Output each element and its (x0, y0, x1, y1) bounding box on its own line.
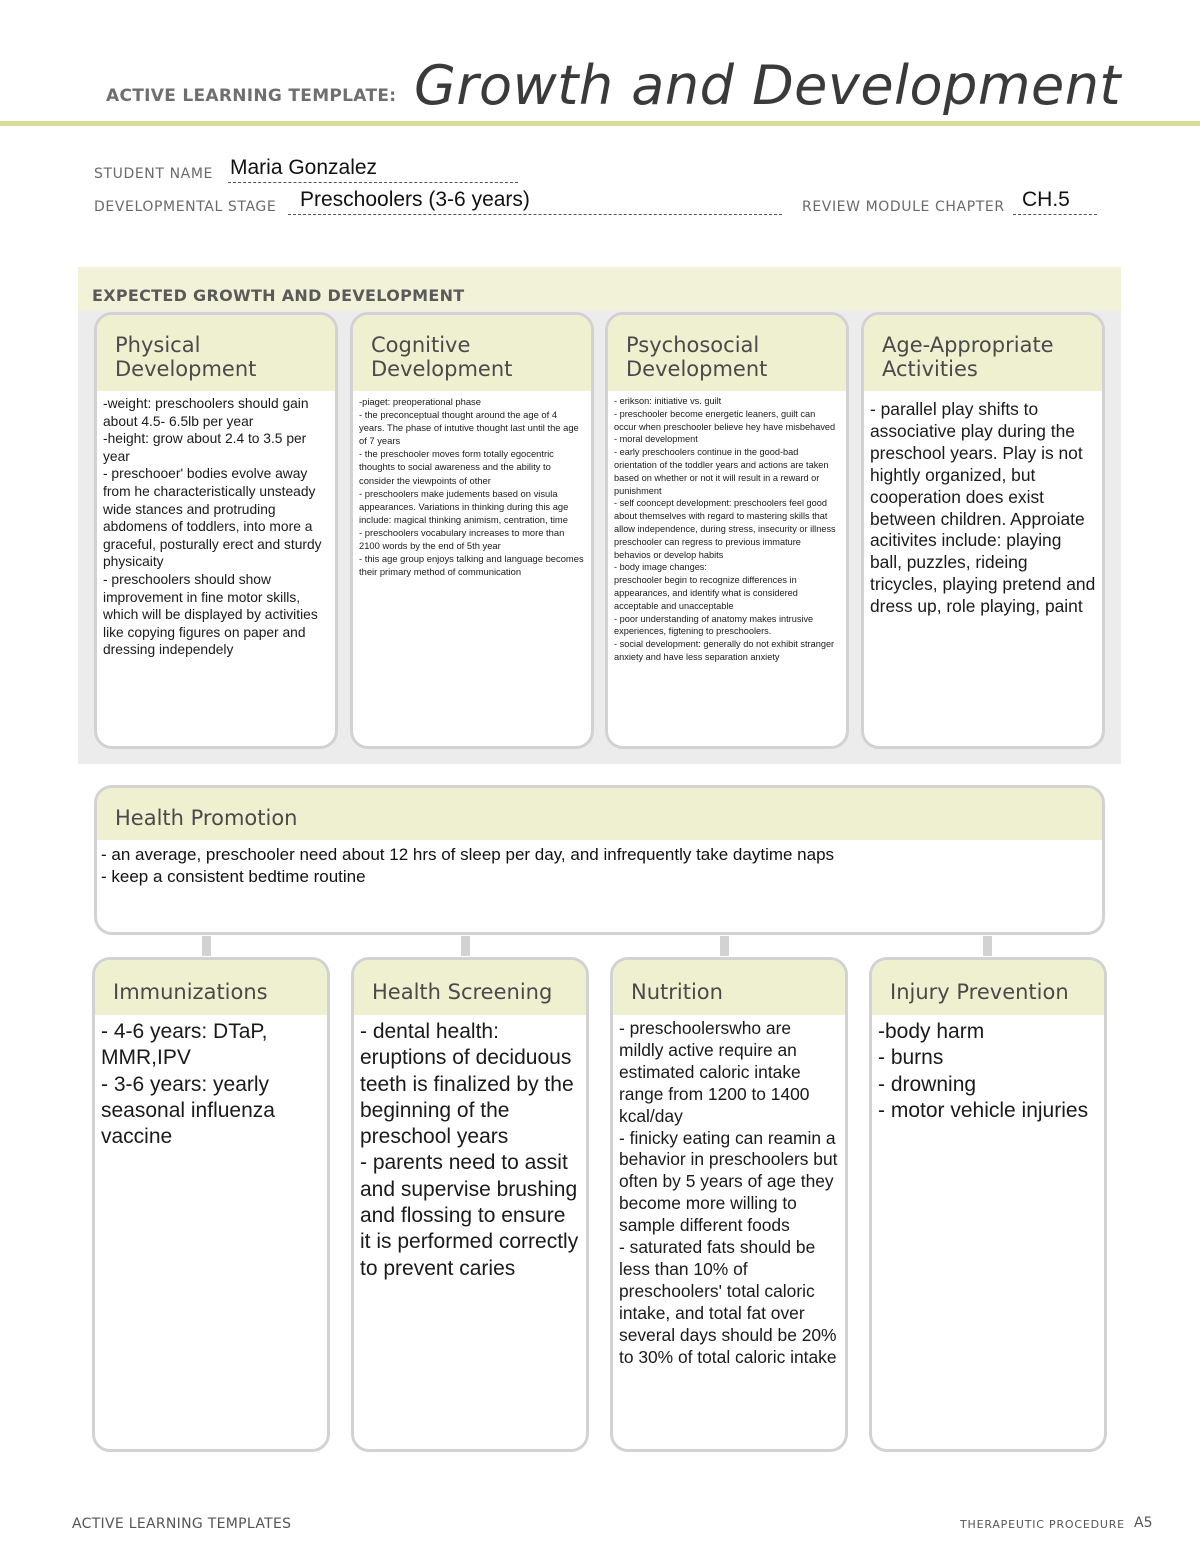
student-name-value[interactable]: Maria Gonzalez (230, 156, 378, 179)
injury-prevention-card (869, 957, 1107, 1452)
health-promotion-body[interactable]: - an average, preschooler need about 12 hrs of sleep per day, and infrequently take daytime naps - keep a consistent bedtime routine (101, 845, 835, 886)
health-screening-title: Health Screening (354, 960, 586, 1015)
page-title: Growth and Development (414, 54, 1122, 117)
injury-prevention-body[interactable]: -body harm - burns - drowning - motor vehicle injuries (878, 1020, 1089, 1122)
physical-title: Physical Development (97, 315, 335, 391)
connector (720, 936, 729, 956)
cognitive-title: Cognitive Development (353, 315, 591, 391)
footer-right: THERAPEUTIC PROCEDURE (960, 1518, 1125, 1531)
page-number: A5 (1134, 1515, 1153, 1531)
chapter-label: REVIEW MODULE CHAPTER (802, 199, 1005, 215)
activities-body[interactable]: - parallel play shifts to associative play during the preschool years. Play is not hightly organized, but cooperation does exist between children. Approiate acitivites include: playing ball, puzzles, rideing tricycles, playing pretend and dress up, role playing, paint (870, 399, 1096, 617)
expected-growth-title: EXPECTED GROWTH AND DEVELOPMENT (92, 286, 465, 305)
header-rule (0, 121, 1200, 126)
cognitive-body[interactable]: -piaget: preoperational phase - the preconceptual thought around the age of 4 years. The phase of intutive thought last until the age of 7 years - the preschooler moves form totally egocentric thoughts to social awareness and the ability to consider the viewpoints of other - preschoolers make judements based on visula appearances. Variations in thinking during this age include: magical thinking animism, centration, time - preschoolers vocabulary increases to more than 2100 words by the end of 5th year - this age group enjoys talking and language becomes their primary method of communication (359, 396, 584, 578)
stage-label: DEVELOPMENTAL STAGE (94, 199, 277, 215)
student-name-label: STUDENT NAME (94, 166, 213, 182)
template-label: ACTIVE LEARNING TEMPLATE: (106, 86, 397, 106)
health-promotion-card (94, 785, 1105, 935)
footer-left: ACTIVE LEARNING TEMPLATES (72, 1516, 292, 1532)
stage-line (288, 214, 782, 215)
nutrition-body[interactable]: - preschoolerswho are mildly active require an estimated caloric intake range from 1200 to 1400 kcal/day - finicky eating can reamin a behavior in preschoolers but often by 5 years of age they become more willing to sample different foods - saturated fats should be less than 10% of preschoolers' total caloric intake, and total fat over several days should be 20% to 30% of total caloric intake (619, 1018, 838, 1367)
student-name-line (228, 182, 518, 183)
activities-title: Age-Appropriate Activities (864, 315, 1102, 391)
cognitive-card (350, 312, 594, 749)
chapter-value[interactable]: CH.5 (1022, 188, 1070, 211)
psychosocial-body[interactable]: - erikson: initiative vs. guilt - preschooler become energetic leaners, guilt can occur when preschooler believe hey have misbehaved - moral development - early preschoolers continue in the good-bad orientation of the toddler years and actions are taken based on whether or not it will result in a reward or punishment - self cooncept development: preschoolers feel good about themselves with regard to mastering skills that allow independence, during stress, insecurity or illness preschooler can regress to previous immature behavios or develop habits - body image changes: preschooler begin to recognize differences in appearances, and identify what is considered acceptable and unacceptable - poor understanding of anatomy makes intrusive experiences, figtening to preschoolers. - social development: generally do not exhibit stranger anxiety and have less separation anxiety (614, 396, 836, 662)
health-screening-body[interactable]: - dental health: eruptions of deciduous teeth is finalized by the beginning of the preschool years - parents need to assit and supervise brushing and flossing to ensure it is performed correctly to prevent caries (360, 1020, 579, 1280)
physical-card (94, 312, 338, 749)
psychosocial-card (605, 312, 849, 749)
health-screening-card (351, 957, 589, 1452)
immunizations-card (92, 957, 330, 1452)
nutrition-title: Nutrition (613, 960, 845, 1015)
connector (983, 936, 992, 956)
physical-body[interactable]: -weight: preschoolers should gain about 4.5- 6.5lb per year -height: grow about 2.4 to 3.5 per year - preschooer' bodies evolve away from he characteristically unsteady wide stances and protruding abdomens of toddlers, into more a graceful, posturally erect and sturdy physicaity - preschoolers should show improvement in fine motor skills, which will be displayed by activities like copying figures on paper and dressing independely (103, 396, 322, 658)
immunizations-title: Immunizations (95, 960, 327, 1015)
connector (202, 936, 211, 956)
immunizations-body[interactable]: - 4-6 years: DTaP, MMR,IPV - 3-6 years: yearly seasonal influenza vaccine (101, 1020, 275, 1149)
connector (461, 936, 470, 956)
health-promotion-title: Health Promotion (97, 788, 1102, 840)
activities-card (861, 312, 1105, 749)
nutrition-card (610, 957, 848, 1452)
stage-value[interactable]: Preschoolers (3-6 years) (300, 188, 530, 211)
injury-prevention-title: Injury Prevention (872, 960, 1104, 1015)
chapter-line (1013, 214, 1097, 215)
psychosocial-title: Psychosocial Development (608, 315, 846, 391)
